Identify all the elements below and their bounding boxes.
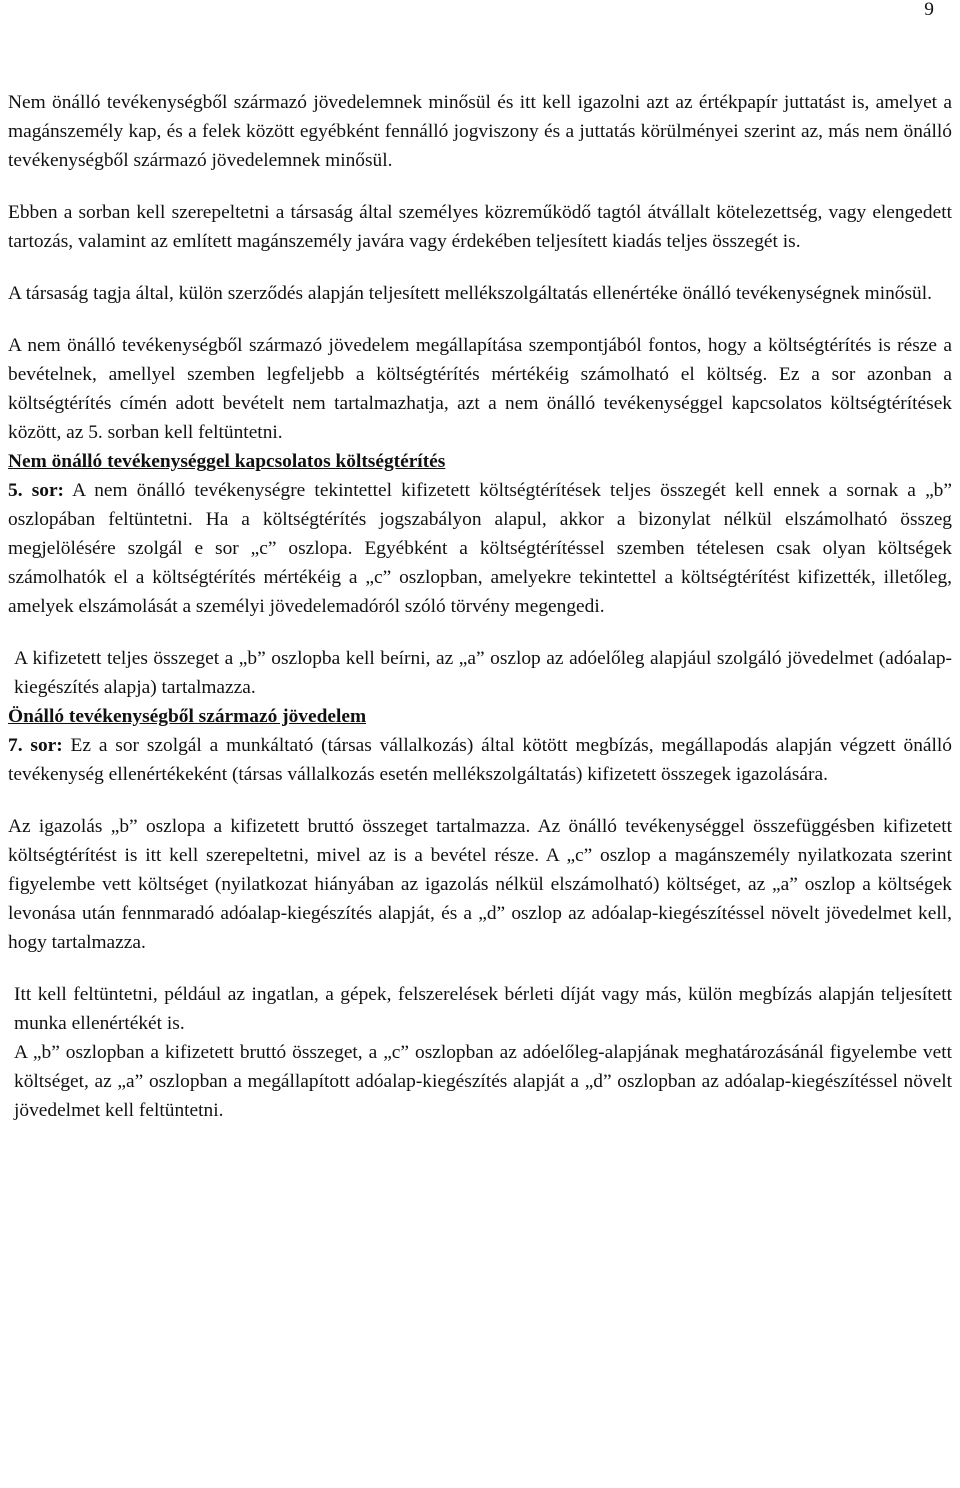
section-heading-cost-reimbursement: Nem önálló tevékenységgel kapcsolatos költségtérítés — [8, 451, 446, 472]
paragraph-column-contents: A „b” oszlopban a kifizetett bruttó összeget, a „c” oszlopban az adóelőleg-alapjának meghatározásánál figyelembe vett költséget, az „a” oszlopban a megállapított adóalap-kiegészítés alapját a „d” oszlopban az adóalap-kiegészítéssel növelt jövedelmet kell feltüntetni. — [14, 1042, 952, 1121]
paragraph-ancillary-service: A társaság tagja által, külön szerződés alapján teljesített mellékszolgáltatás ellenértéke önálló tevékenységnek minősül. — [8, 283, 932, 304]
paragraph-row-7 — [8, 731, 952, 789]
section-heading-independent-income: Önálló tevékenységből származó jövedelem — [8, 706, 367, 727]
row-7-label: 7. sor: — [8, 735, 63, 756]
paragraph-cost-reimbursement-note: A nem önálló tevékenységből származó jövedelem megállapítása szempontjából fontos, hogy a költségtérítés is része a bevételnek, amellyel szemben legfeljebb a költségtérítés mértékéig számolható el költség. Ez a sor azonban a költségtérítés címén adott bevételt nem tartalmazhatja, azt a nem önálló tevékenységgel kapcsolatos költségtérítések között, az 5. sorban kell feltüntetni. — [8, 335, 952, 443]
document-body — [8, 88, 952, 1125]
paragraph-row-5 — [8, 476, 952, 621]
paragraph-certificate-columns: Az igazolás „b” oszlopa a kifizetett bruttó összeget tartalmazza. Az önálló tevékenységgel összefüggésben kifizetett költségtérítést is itt kell szerepeltetni, mivel az is a bevétel része. A „c” oszlop a magánszemély nyilatkozata szerint figyelembe vett költséget (nyilatkozat hiányában az igazolás nélkül elszámolható) költséget, az „a” oszlop a költségek levonása után fennmaradó adóalap-kiegészítés alapját, és a „d” oszlop az adóalap-kiegészítéssel növelt jövedelmet kell, hogy tartalmazza. — [8, 816, 952, 953]
paragraph-securities-allowance: Nem önálló tevékenységből származó jövedelemnek minősül és itt kell igazolni azt az értékpapír juttatást is, amelyet a magánszemély kap, és a felek között egyébként fennálló jogviszony és a juttatás körülményei szerint az, más nem önálló tevékenységből származó jövedelemnek minősül. — [8, 92, 952, 171]
row-5-text: A nem önálló tevékenységre tekintettel kifizetett költségtérítések teljes összegét kell ennek a sornak a „b” oszlopában feltüntetni. Ha a költségtérítés jogszabályon alapul, akkor a bizonylat nélkül elszámolható összeg megjelölésére szolgál e sor „c” oszlopa. Egyébként a költségtérítéssel szemben tételesen csak olyan költségek számolhatók el a költségtérítés mértékéig a „c” oszlopban, amelyekre tekintettel a költségtérítést kifizették, illetőleg, amelyek elszámolását a személyi jövedelemadóról szóló törvény megengedi. — [8, 480, 952, 617]
paragraph-paid-total: A kifizetett teljes összeget a „b” oszlopba kell beírni, az „a” oszlop az adóelőleg alapjául szolgáló jövedelmet (adóalap-kiegészítés alapja) tartalmazza. — [14, 648, 952, 698]
row-7-text: Ez a sor szolgál a munkáltató (társas vállalkozás) által kötött megbízás, megállapodás alapján végzett önálló tevékenység ellenértékeként (társas vállalkozás esetén mellékszolgáltatás) kifizetett összegek igazolására. — [8, 735, 952, 785]
paragraph-assumed-obligations: Ebben a sorban kell szerepeltetni a társaság által személyes közreműködő tagtól átvállalt kötelezettség, vagy elengedett tartozás, valamint az említett magánszemély javára vagy érdekében teljesített kiadás teljes összegét is. — [8, 202, 952, 252]
row-5-label: 5. sor: — [8, 480, 65, 501]
page-number: 9 — [924, 0, 934, 20]
paragraph-rental-fees: Itt kell feltüntetni, például az ingatlan, a gépek, felszerelések bérleti díját vagy más, külön megbízás alapján teljesített munka ellenértékét is. — [14, 984, 952, 1034]
